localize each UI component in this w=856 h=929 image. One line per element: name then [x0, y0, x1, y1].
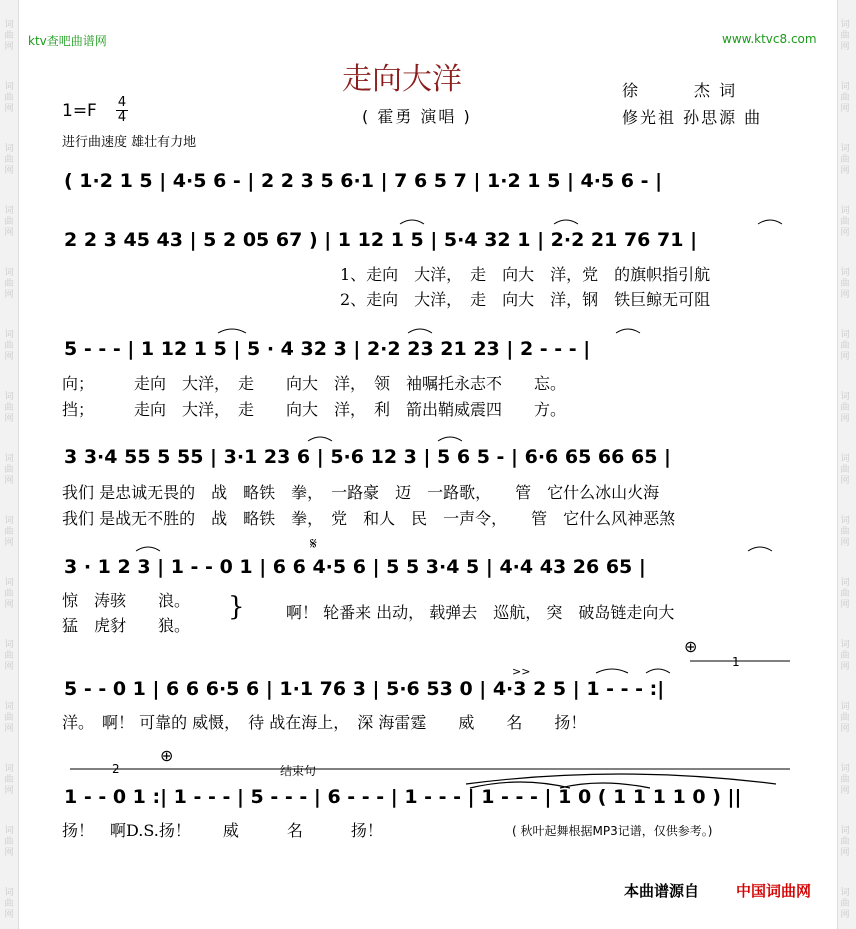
lyrics-row-4-verse-2: 我们 是战无不胜的 战 略铁 拳， 党 和人 民 一声令， 管 它什么风神恶煞 [62, 509, 676, 528]
site-link-left[interactable]: ktv查吧曲谱网 [28, 34, 107, 48]
time-signature-bottom: 4 [117, 110, 127, 125]
time-signature-top: 4 [117, 95, 127, 110]
sidebar-watermark-text: 词 曲 网 [840, 516, 850, 548]
sidebar-watermark-text: 词 曲 网 [4, 516, 14, 548]
sidebar-watermark-text: 词 曲 网 [4, 640, 14, 672]
sidebar-watermark-text: 词 曲 网 [4, 144, 14, 176]
notation-row-2: 2 2 3 45 43 | 5 2 05 67 ) | 1 12 1 5 | 5·4 32 1 | 2·2 21 76 71 | [64, 229, 698, 251]
ending-label: 结束句 [280, 764, 317, 778]
notation-row-4: 3 3·4 55 5 55 | 3·1 23 6 | 5·6 12 3 | 5 6 5 - | 6·6 65 66 65 | [64, 446, 671, 468]
lyricist-credit: 徐 杰 词 [622, 81, 738, 100]
sidebar-watermark-text: 词 曲 网 [840, 330, 850, 362]
lyrics-row-7: 扬！ 啊D.S.扬！ 威 名 扬！ [62, 821, 383, 840]
sidebar-watermark-text: 词 曲 网 [840, 268, 850, 300]
sidebar-watermark-text: 词 曲 网 [4, 330, 14, 362]
volta-2-number: 2 [112, 762, 120, 776]
lyrics-row-5-verse-2: 猛 虎豺 狼。 [62, 616, 191, 635]
sidebar-watermark-text: 词 曲 网 [4, 764, 14, 796]
sidebar-watermark-text: 词 曲 网 [4, 888, 14, 920]
coda-sign-1: ⊕ [684, 637, 698, 656]
slur-7 [308, 437, 332, 441]
notation-row-3: 5 - - - | 1 12 1 5 | 5 · 4 32 3 | 2·2 23 21 23 | 2 - - - | [64, 338, 591, 360]
slur-1 [400, 220, 424, 224]
lyrics-row-6: 洋。 啊！ 可靠的 威慑， 待 战在海上， 深 海雷霆 威 名 扬！ [62, 713, 587, 732]
tempo-marking: 进行曲速度 雄壮有力地 [62, 135, 197, 150]
sidebar-watermark-text: 词 曲 网 [840, 392, 850, 424]
lyrics-row-2-verse-1: 1、走向 大洋， 走 向大 洋，党 的旗帜指引航 [340, 265, 711, 284]
slur-5 [408, 329, 432, 333]
footer-source-site[interactable]: 中国词曲网 [736, 882, 812, 900]
segno-sign: 𝄋 [310, 534, 317, 553]
sidebar-watermark-text: 词 曲 网 [840, 578, 850, 610]
sidebar-watermark-text: 词 曲 网 [4, 578, 14, 610]
key-signature: 1=F [62, 101, 97, 121]
slur-10 [748, 547, 772, 551]
sidebar-watermark-text: 词 曲 网 [840, 702, 850, 734]
accent-marks: >> [512, 665, 531, 678]
footer-source-label: 本曲谱源自 [624, 882, 700, 900]
lyrics-row-4-verse-1: 我们 是忠诚无畏的 战 略铁 拳， 一路豪 迈 一路歌， 管 它什么冰山火海 [62, 483, 660, 502]
sidebar-watermark-text: 词 曲 网 [840, 888, 850, 920]
song-title: 走向大洋 [342, 62, 462, 97]
notation-row-1: ( 1·2 1 5 | 4·5 6 - | 2 2 3 5 6·1 | 7 6 5 7 | 1·2 1 5 | 4·5 6 - | [64, 170, 663, 192]
sidebar-watermark-text: 词 曲 网 [4, 268, 14, 300]
coda-sign-2: ⊕ [160, 746, 174, 765]
site-link-right[interactable]: www.ktvc8.com [722, 32, 817, 46]
slur-3 [758, 220, 782, 224]
sidebar-watermark-text: 词 曲 网 [840, 144, 850, 176]
notation-row-5: 3 · 1 2 3 | 1 - - 0 1 | 6 6 4·5 6 | 5 5 3·4 5 | 4·4 43 26 65 | [64, 556, 646, 578]
sidebar-watermark-text: 词 曲 网 [840, 826, 850, 858]
tie-short-1 [470, 782, 570, 788]
lyrics-row-5-verse-1: 惊 涛骇 浪。 [62, 591, 191, 610]
volta-1-number: 1 [732, 655, 740, 669]
slur-6 [616, 329, 640, 333]
slur-8 [438, 437, 462, 441]
sidebar-watermark-text: 词 曲 网 [4, 392, 14, 424]
slur-11 [596, 669, 628, 673]
sidebar-watermark-text: 词 曲 网 [4, 826, 14, 858]
composer-credit: 修光祖 孙思源 曲 [622, 108, 763, 127]
slur-2 [554, 220, 578, 224]
lyrics-row-3-verse-1: 向； 走向 大洋， 走 向大 洋， 领 袖嘱托永志不 忘。 [62, 374, 567, 393]
lyrics-row-2-verse-2: 2、走向 大洋， 走 向大 洋，钢 铁巨鲸无可阻 [340, 290, 711, 309]
slur-12 [646, 669, 670, 673]
lyrics-row-3-verse-2: 挡； 走向 大洋， 走 向大 洋， 利 箭出鞘威震四 方。 [62, 400, 567, 419]
singer-credit: ( 霍勇 演唱 ) [362, 107, 472, 126]
sidebar-watermark-text: 词 曲 网 [840, 764, 850, 796]
sidebar-watermark-text: 词 曲 网 [4, 454, 14, 486]
transcription-note: ( 秋叶起舞根据MP3记谱，仅供参考。) [512, 824, 713, 838]
tie-short-2 [560, 783, 650, 788]
notation-row-7: 1 - - 0 1 :| 1 - - - | 5 - - - | 6 - - - | 1 - - - | 1 - - - | 1 0 ( 1 1 1 1 0 ) || [64, 786, 742, 808]
sidebar-watermark-text: 词 曲 网 [840, 82, 850, 114]
sidebar-watermark-text: 词 曲 网 [4, 702, 14, 734]
lyrics-row-5-shared: 啊！ 轮番来 出动， 载弹去 巡航， 突 破岛链走向大 [286, 603, 675, 622]
sidebar-watermark-text: 词 曲 网 [4, 206, 14, 238]
slur-9 [136, 547, 160, 551]
sidebar-watermark-text: 词 曲 网 [840, 640, 850, 672]
sidebar-watermark-text: 词 曲 网 [840, 206, 850, 238]
slur-4 [218, 329, 246, 333]
sidebar-watermark-text: 词 曲 网 [4, 20, 14, 52]
verse-brace: } [228, 592, 245, 622]
notation-row-6: 5 - - 0 1 | 6 6 6·5 6 | 1·1 76 3 | 5·6 53 0 | 4·3 2 5 | 1 - - - :| [64, 678, 665, 700]
sidebar-watermark-text: 词 曲 网 [840, 454, 850, 486]
sidebar-watermark-text: 词 曲 网 [4, 82, 14, 114]
sidebar-watermark-text: 词 曲 网 [840, 20, 850, 52]
